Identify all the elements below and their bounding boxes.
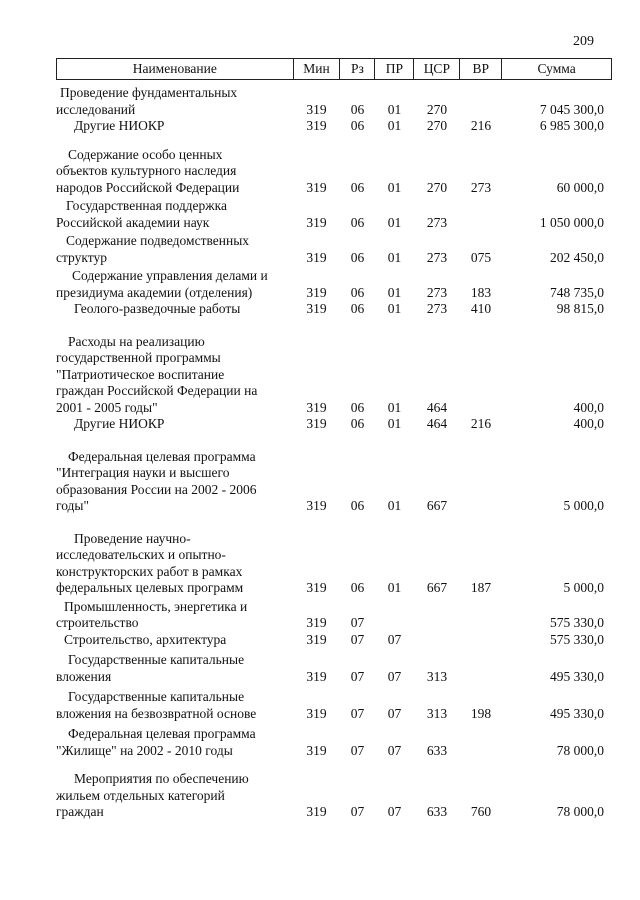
row-name-line: граждан [56, 804, 104, 819]
row-name-line: Российской академии наук [56, 214, 210, 230]
cell-rz: 06 [350, 399, 365, 415]
cell-rz: 07 [350, 668, 365, 684]
cell-min: 319 [306, 179, 327, 195]
cell-vr: 187 [470, 580, 492, 595]
row-name-line: структур [56, 249, 107, 265]
row-name-line: "Жилище" на 2002 - 2010 годы [56, 742, 233, 758]
cell-rz: 06 [350, 101, 365, 117]
cell-rz: 07 [350, 631, 365, 647]
table-row [56, 85, 612, 118]
cell-min: 319 [306, 668, 327, 684]
row-name [56, 198, 293, 231]
header-sum: Сумма [502, 59, 612, 79]
cell-csr: 633 [426, 804, 448, 819]
cell-sum: 5 000,0 [563, 580, 604, 595]
cell-csr: 270 [426, 118, 448, 133]
budget-table [56, 58, 612, 821]
cell-rz: 06 [350, 301, 365, 316]
row-name [56, 449, 293, 515]
row-name-line: государственной программы [56, 350, 221, 365]
cell-min: 319 [306, 118, 327, 133]
cell-sum: 98 815,0 [556, 301, 604, 316]
cell-sum: 7 045 300,0 [539, 101, 604, 117]
row-name [56, 301, 293, 318]
cell-min: 319 [306, 101, 327, 117]
cell-rz: 06 [350, 416, 365, 431]
cell-csr: 667 [426, 580, 448, 595]
cell-sum: 575 330,0 [550, 631, 604, 647]
row-name-line: Другие НИОКР [74, 118, 165, 133]
cell-sum: 575 330,0 [550, 615, 604, 630]
table-row [56, 147, 612, 197]
cell-sum: 60 000,0 [556, 179, 604, 195]
cell-vr: 410 [470, 301, 492, 316]
row-name-line: Расходы на реализацию [68, 333, 205, 349]
row-name-line: исследований [56, 101, 136, 117]
cell-rz: 07 [350, 804, 365, 819]
row-name [56, 85, 293, 118]
row-name-line: Геолого-разведочные работы [74, 301, 241, 316]
cell-rz: 07 [350, 705, 365, 721]
cell-min: 319 [306, 399, 327, 415]
cell-csr: 270 [426, 179, 448, 195]
cell-min: 319 [306, 615, 327, 630]
cell-csr: 633 [426, 742, 448, 758]
cell-pr: 01 [387, 399, 402, 415]
cell-sum: 495 330,0 [550, 705, 604, 721]
row-name-line: годы" [56, 498, 90, 513]
row-name [56, 599, 293, 632]
header-pr: ПР [375, 59, 414, 79]
row-name-line: конструкторских работ в рамках [56, 563, 243, 579]
cell-csr: 270 [426, 101, 448, 117]
row-name-line: вложения на безвозвратной основе [56, 705, 257, 721]
row-name-line: исследовательских и опытно- [56, 547, 226, 562]
cell-min: 319 [306, 742, 327, 758]
table-body [56, 85, 612, 821]
row-name-line: Промышленность, энергетика и [64, 598, 248, 614]
table-row [56, 531, 612, 597]
cell-sum: 748 735,0 [550, 284, 604, 300]
table-row [56, 118, 612, 135]
row-name-line: образования России на 2002 - 2006 [56, 481, 257, 497]
header-rz: Рз [340, 59, 375, 79]
table-row [56, 726, 612, 759]
row-name [56, 771, 293, 821]
row-name-line: Федеральная целевая программа [68, 726, 256, 741]
header-name: Наименование [57, 59, 294, 79]
cell-sum: 495 330,0 [550, 668, 604, 684]
row-name-line: Другие НИОКР [74, 416, 165, 431]
row-name [56, 268, 293, 301]
row-name-line: строительство [56, 615, 139, 630]
cell-min: 319 [306, 498, 327, 513]
cell-pr: 07 [387, 742, 402, 758]
table-row [56, 689, 612, 722]
cell-min: 319 [306, 416, 327, 431]
row-name-line: Государственные капитальные [68, 689, 245, 704]
cell-min: 319 [306, 249, 327, 265]
cell-rz: 06 [350, 249, 365, 265]
page-number: 209 [573, 34, 594, 49]
cell-pr: 01 [387, 284, 402, 300]
cell-sum: 6 985 300,0 [539, 118, 604, 133]
cell-pr: 01 [387, 498, 402, 513]
row-name-line: федеральных целевых программ [56, 580, 244, 595]
cell-rz: 06 [350, 118, 365, 133]
cell-pr: 01 [387, 416, 402, 431]
cell-min: 319 [306, 284, 327, 300]
header-csr: ЦСР [414, 59, 460, 79]
cell-vr: 183 [470, 284, 492, 300]
cell-sum: 400,0 [573, 416, 604, 431]
cell-sum: 400,0 [573, 399, 604, 415]
cell-csr: 273 [426, 301, 448, 316]
cell-sum: 78 000,0 [556, 804, 604, 819]
cell-vr: 760 [470, 804, 492, 819]
table-row [56, 771, 612, 821]
cell-pr: 01 [387, 118, 402, 133]
table-header [56, 58, 612, 80]
row-name-line: Мероприятия по обеспечению [74, 771, 249, 786]
row-name [56, 726, 293, 759]
cell-vr: 198 [470, 705, 492, 721]
table-row [56, 632, 612, 649]
cell-min: 319 [306, 580, 327, 595]
row-name [56, 652, 293, 685]
row-name-line: народов Российской Федерации [56, 179, 240, 195]
cell-pr: 01 [387, 101, 402, 117]
cell-rz: 06 [350, 179, 365, 195]
cell-sum: 78 000,0 [556, 742, 604, 758]
row-name-line: Содержание подведомственных [66, 233, 250, 248]
cell-rz: 06 [350, 214, 365, 230]
cell-csr: 464 [426, 399, 448, 415]
cell-vr: 216 [470, 118, 492, 133]
row-name [56, 147, 293, 197]
row-name-line: Проведение фундаментальных [60, 85, 238, 100]
row-name [56, 233, 293, 266]
cell-min: 319 [306, 301, 327, 316]
cell-csr: 313 [426, 668, 448, 684]
cell-min: 319 [306, 631, 327, 647]
cell-pr: 01 [387, 249, 402, 265]
row-name-line: вложения [56, 668, 112, 684]
cell-pr: 07 [387, 705, 402, 721]
cell-pr: 01 [387, 580, 402, 595]
header-min: Мин [294, 59, 341, 79]
row-name [56, 118, 293, 135]
table-row [56, 301, 612, 318]
row-name-line: Государственная поддержка [66, 198, 227, 213]
cell-min: 319 [306, 214, 327, 230]
cell-vr: 075 [470, 249, 492, 265]
cell-min: 319 [306, 804, 327, 819]
row-name-line: объектов культурного наследия [56, 163, 237, 178]
row-name-line: Содержание управления делами и [72, 268, 268, 283]
cell-rz: 06 [350, 284, 365, 300]
cell-csr: 667 [426, 498, 448, 513]
header-vr: ВР [460, 59, 502, 79]
table-row [56, 198, 612, 231]
cell-csr: 273 [426, 284, 448, 300]
row-name-line: Государственные капитальные [68, 652, 245, 667]
table-row [56, 652, 612, 685]
cell-csr: 273 [426, 249, 448, 265]
row-name-line: Федеральная целевая программа [68, 448, 256, 464]
row-name [56, 531, 293, 597]
cell-pr: 07 [387, 631, 402, 647]
row-name-line: "Патриотическое воспитание [56, 366, 225, 382]
row-name [56, 689, 293, 722]
row-name [56, 416, 293, 433]
table-row [56, 416, 612, 433]
cell-vr: 216 [470, 416, 492, 431]
row-name-line: Проведение научно- [74, 530, 191, 546]
row-name [56, 632, 293, 649]
cell-rz: 06 [350, 580, 365, 595]
cell-pr: 07 [387, 804, 402, 819]
row-name-line: Содержание особо ценных [68, 146, 223, 162]
cell-rz: 06 [350, 498, 365, 513]
row-name-line: "Интеграция науки и высшего [56, 465, 230, 480]
row-name [56, 334, 293, 417]
cell-vr: 273 [470, 179, 492, 195]
row-name-line: Строительство, архитектура [64, 631, 227, 647]
cell-sum: 5 000,0 [563, 498, 604, 513]
table-row [56, 233, 612, 266]
cell-pr: 01 [387, 179, 402, 195]
cell-csr: 464 [426, 416, 448, 431]
cell-rz: 07 [350, 615, 365, 630]
cell-rz: 07 [350, 742, 365, 758]
row-name-line: президиума академии (отделения) [56, 284, 253, 300]
row-name-line: жильем отдельных категорий [56, 787, 225, 803]
table-row [56, 599, 612, 632]
cell-pr: 07 [387, 668, 402, 684]
cell-pr: 01 [387, 301, 402, 316]
cell-csr: 313 [426, 705, 448, 721]
cell-csr: 273 [426, 214, 448, 230]
table-row [56, 449, 612, 515]
table-row [56, 334, 612, 417]
row-name-line: 2001 - 2005 годы" [56, 399, 158, 415]
cell-sum: 202 450,0 [550, 249, 604, 265]
row-name-line: граждан Российской Федерации на [56, 383, 258, 398]
cell-pr: 01 [387, 214, 402, 230]
cell-sum: 1 050 000,0 [539, 214, 604, 230]
cell-min: 319 [306, 705, 327, 721]
table-row [56, 268, 612, 301]
